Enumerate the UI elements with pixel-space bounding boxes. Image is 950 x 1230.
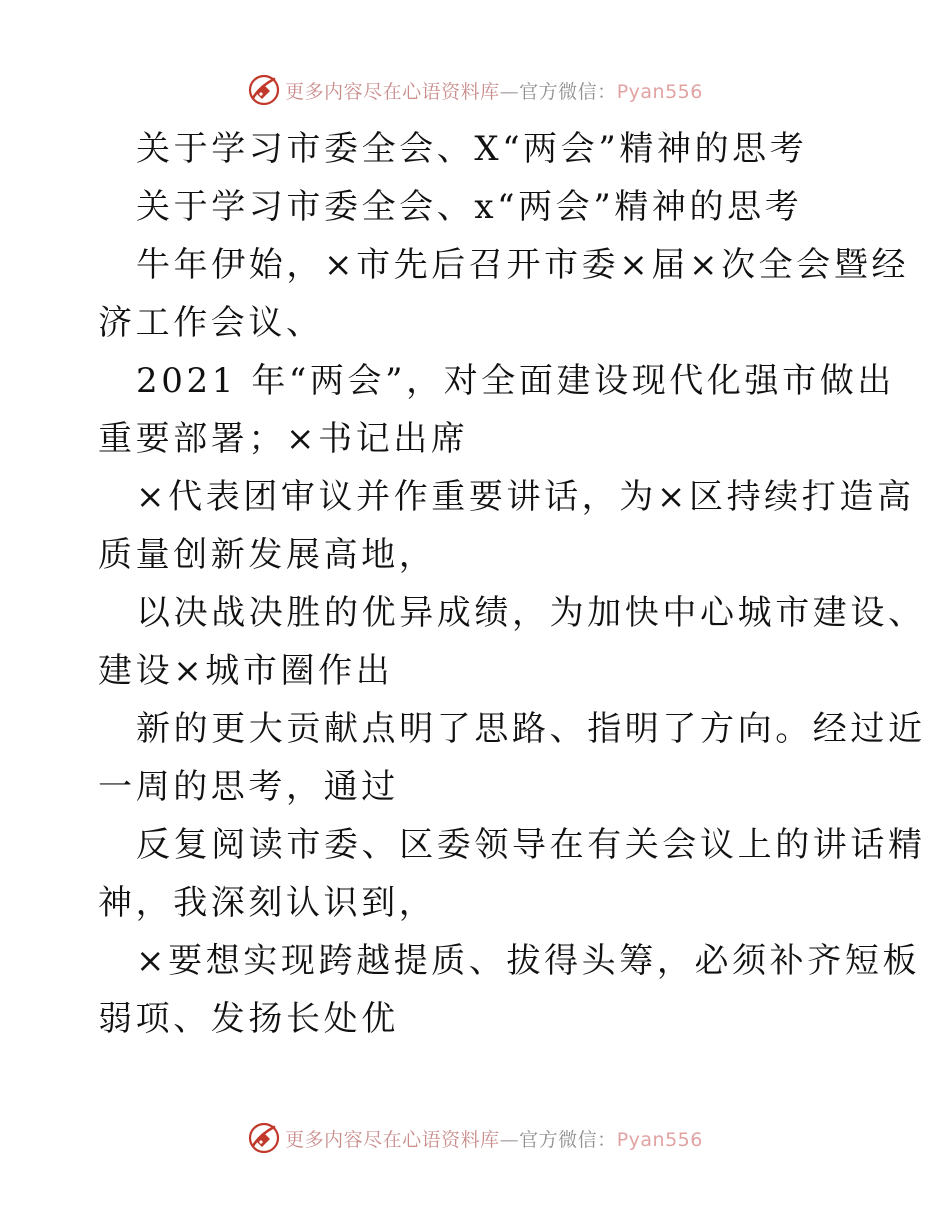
watermark-wechat-id: Pyan556 (616, 80, 703, 103)
paragraph-line: 重要部署；×书记出席 (98, 419, 469, 459)
watermark-site-name: 更多内容尽在心语资料库 (285, 80, 500, 103)
paragraph-line: 新的更大贡献点明了思路、指明了方向。经过近 (136, 709, 926, 749)
paragraph-line: 济工作会议、 (98, 303, 324, 343)
watermark-footer (0, 1118, 950, 1158)
paragraph-line: 一周的思考，通过 (98, 767, 399, 807)
paragraph-line: 牛年伊始，×市先后召开市委×届×次全会暨经 (136, 245, 910, 285)
paragraph-line: 神，我深刻认识到， (98, 883, 437, 923)
watermark-header (0, 70, 950, 110)
watermark-dash: — (499, 1128, 520, 1151)
pen-logo-icon (247, 1121, 281, 1155)
paragraph-line: 弱项、发扬长处优 (98, 999, 399, 1039)
paragraph-line: ×代表团审议并作重要讲话，为×区持续打造高 (136, 477, 915, 517)
paragraph-line: 2021 年“两会”，对全面建设现代化强市做出 (136, 361, 895, 401)
document-title: 关于学习市委全会、X“两会”精神的思考 (136, 129, 808, 169)
document-title-repeat: 关于学习市委全会、x“两会”精神的思考 (136, 187, 803, 227)
watermark-dash: — (499, 80, 520, 103)
paragraph-line: ×要想实现跨越提质、拔得头筹，必须补齐短板 (136, 941, 921, 981)
watermark-wechat-id: Pyan556 (616, 1128, 703, 1151)
paragraph-line: 以决战决胜的优异成绩，为加快中心城市建设、 (136, 593, 926, 633)
paragraph-line: 反复阅读市委、区委领导在有关会议上的讲话精 (136, 825, 926, 865)
watermark-official-label: 官方微信： (519, 1128, 617, 1151)
watermark-site-name: 更多内容尽在心语资料库 (285, 1128, 500, 1151)
pen-logo-icon (247, 73, 281, 107)
document-body (98, 120, 926, 1048)
watermark-official-label: 官方微信： (519, 80, 617, 103)
paragraph-line: 质量创新发展高地， (98, 535, 437, 575)
paragraph-line: 建设×城市圈作出 (98, 651, 394, 691)
